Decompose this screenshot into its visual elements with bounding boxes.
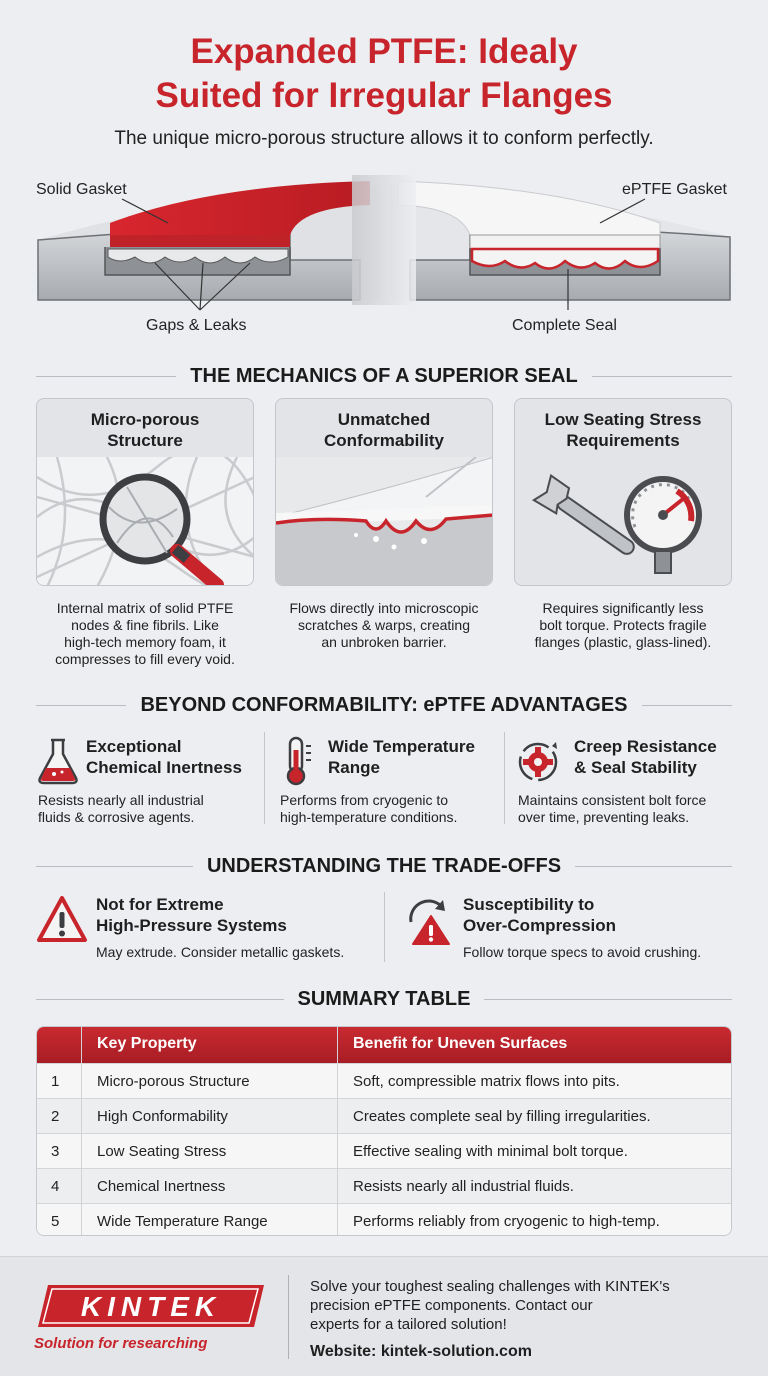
table-row: 3 Low Seating Stress Effective sealing with minimal bolt torque. <box>37 1133 731 1168</box>
mechanics-heading: THE MECHANICS OF A SUPERIOR SEAL <box>36 361 732 391</box>
advantage-title: Exceptional <box>86 737 182 756</box>
advantage-creep: Creep Resistance & Seal Stability Maintains consistent bolt force over time, preventing leaks. <box>518 737 717 825</box>
table-row: 4 Chemical Inertness Resists nearly all industrial fluids. <box>37 1168 731 1203</box>
title-line-1: Expanded PTFE: Idealy <box>190 32 578 71</box>
complete-seal-label: Complete Seal <box>512 317 617 334</box>
tradeoffs-heading: UNDERSTANDING THE TRADE-OFFS <box>36 851 732 881</box>
wrench-gauge-icon <box>515 457 732 586</box>
card-micro-porous <box>36 398 254 586</box>
gear-cycle-icon <box>516 736 560 786</box>
card-title: Unmatched <box>337 410 431 429</box>
advantages-heading: BEYOND CONFORMABILITY: ePTFE ADVANTAGES <box>36 690 732 720</box>
tradeoff-over-compression <box>403 892 733 964</box>
table-header <box>37 1027 731 1063</box>
warning-icon <box>36 894 88 946</box>
card-desc-micro-porous: Internal matrix of solid PTFE nodes & fine fibrils. Like high-tech memory foam, it compresses to fill every void. <box>55 600 235 667</box>
card-title: Low Seating Stress <box>544 410 702 429</box>
divider <box>288 1275 289 1359</box>
title-line-2: Suited for Irregular Flanges <box>155 76 613 115</box>
table-row: 2 High Conformability Creates complete seal by filling irregularities. <box>37 1098 731 1133</box>
advantage-title: Creep Resistance <box>574 737 717 756</box>
divider <box>384 892 385 962</box>
page-title <box>0 30 768 118</box>
card-title: Requirements <box>566 431 680 450</box>
flask-icon <box>36 736 80 786</box>
tradeoff-desc: May extrude. Consider metallic gaskets. <box>96 944 345 960</box>
column-divider <box>81 1027 82 1236</box>
advantage-temperature: Wide Temperature Range Performs from cryogenic to high-temperature conditions. <box>280 737 475 825</box>
table-row: 5 Wide Temperature Range Performs reliably from cryogenic to high-temp. <box>37 1203 731 1236</box>
card-desc-low-seating-stress: Requires significantly less bolt torque. Protects fragile flanges (plastic, glass-lined). <box>534 600 712 650</box>
card-title: Structure <box>107 431 183 450</box>
footer <box>0 1256 768 1376</box>
seal-surface-icon <box>276 457 493 586</box>
advantage-title: Chemical Inertness <box>86 758 242 777</box>
card-conformability <box>275 398 493 586</box>
column-divider <box>337 1027 338 1236</box>
kintek-logo[interactable] <box>38 1285 264 1327</box>
tradeoff-title: Susceptibility to <box>463 895 595 914</box>
advantage-chemical: Exceptional Chemical Inertness Resists nearly all industrial fluids & corrosive agents. <box>38 737 242 825</box>
tradeoff-title: Not for Extreme <box>96 895 224 914</box>
eptfe-gasket-label: ePTFE Gasket <box>622 181 727 198</box>
table-row: 1 Micro-porous Structure Soft, compressible matrix flows into pits. <box>37 1063 731 1098</box>
summary-heading: SUMMARY TABLE <box>36 984 732 1014</box>
magnifier-fibers-icon <box>37 457 254 586</box>
website-link[interactable]: Website: kintek-solution.com <box>310 1343 532 1360</box>
card-title: Conformability <box>324 431 444 450</box>
divider <box>504 732 505 824</box>
advantage-title: & Seal Stability <box>574 758 697 777</box>
gaps-leaks-label: Gaps & Leaks <box>146 317 247 334</box>
tradeoff-title: High-Pressure Systems <box>96 916 287 935</box>
flange-comparison-illustration <box>0 165 768 355</box>
column-header: Key Property <box>97 1035 197 1052</box>
summary-table <box>36 1026 732 1236</box>
card-title: Micro-porous <box>90 410 200 429</box>
solid-gasket-label: Solid Gasket <box>36 181 127 198</box>
column-header: Benefit for Uneven Surfaces <box>353 1035 568 1052</box>
card-desc-conformability: Flows directly into microscopic scratches & warps, creating an unbroken barrier. <box>289 600 479 650</box>
compression-warning-icon <box>403 894 455 946</box>
logo-text: KINTEK <box>80 1291 222 1322</box>
footer-message: Solve your toughest sealing challenges with KINTEK's precision ePTFE components. Contact our experts for a tailored solution! <box>310 1278 670 1333</box>
tradeoff-title: Over-Compression <box>463 916 617 935</box>
tradeoff-desc: Follow torque specs to avoid crushing. <box>463 944 702 960</box>
page-subtitle: The unique micro-porous structure allows it to conform perfectly. <box>114 128 654 149</box>
logo-tagline: Solution for researching <box>34 1335 208 1352</box>
divider <box>264 732 265 824</box>
tradeoff-high-pressure <box>36 892 376 964</box>
advantage-title: Wide Temperature <box>328 737 475 756</box>
card-low-seating-stress <box>514 398 732 586</box>
advantage-title: Range <box>328 758 380 777</box>
thermometer-icon <box>278 736 322 786</box>
